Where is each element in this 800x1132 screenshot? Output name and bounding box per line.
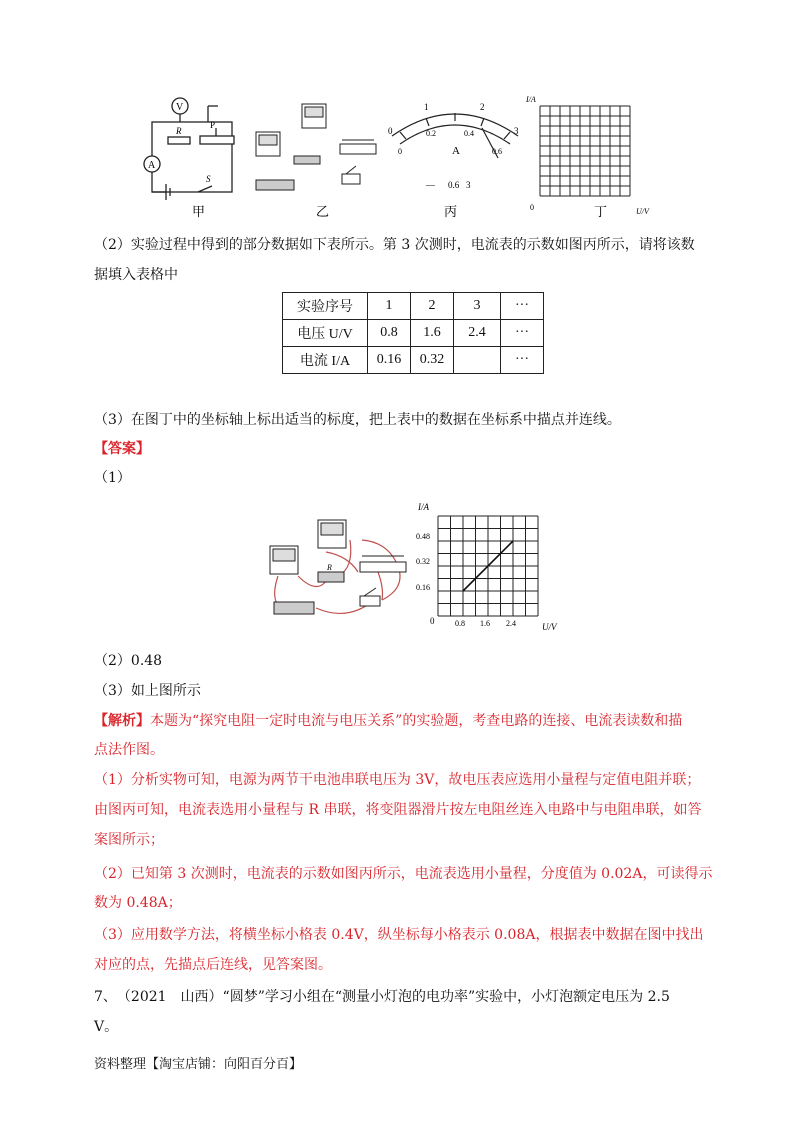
answer-figure xyxy=(258,496,568,636)
table-cell: 0.8 xyxy=(368,320,411,347)
dial-outer-0: 0 xyxy=(388,126,393,136)
dial-outer-3: 3 xyxy=(514,126,519,136)
table-cell: ··· xyxy=(501,293,544,320)
table-cell: ··· xyxy=(501,347,544,374)
table-cell: 0.16 xyxy=(368,347,411,374)
answer-x-axis-label: U/V xyxy=(542,622,557,632)
ammeter-label: A xyxy=(148,160,156,171)
figure-label-bing: 丙 xyxy=(444,204,458,219)
resistor-label: R xyxy=(176,126,182,136)
terminal-minus: — xyxy=(426,180,435,190)
empty-grid xyxy=(540,106,630,196)
terminal-06: 0.6 xyxy=(448,180,460,190)
figure-label-jia: 甲 xyxy=(192,204,206,219)
analysis-3-line1: （3）应用数学方法，将横坐标小格表 0.4V，纵坐标每小格表示 0.08A，根据表中数据在图中找出 xyxy=(94,927,704,943)
grid-x-label: U/V xyxy=(636,207,649,216)
figure-label-yi: 乙 xyxy=(316,204,330,219)
y-tick-016: 0.16 xyxy=(416,583,430,592)
x-tick-08: 0.8 xyxy=(455,619,465,628)
dial-inner-06: 0.6 xyxy=(492,147,502,156)
table-cell: 电压 U/V xyxy=(283,320,368,347)
q2-text-line1: （2）实验过程中得到的部分数据如下表所示。第 3 次测时，电流表的示数如图丙所示，请将该数 xyxy=(94,237,695,253)
table-cell xyxy=(454,347,501,374)
analysis-2-line2: 数为 0.48A； xyxy=(94,895,182,911)
x-tick-16: 1.6 xyxy=(480,619,490,628)
dial-unit: A xyxy=(452,145,460,157)
dial-outer-2: 2 xyxy=(480,102,485,112)
data-table xyxy=(282,292,544,374)
answer-2: （2）0.48 xyxy=(94,653,163,669)
answer-heading: 【答案】 xyxy=(94,441,150,457)
table-cell: 1 xyxy=(368,293,411,320)
analysis-3-line2: 对应的点，先描点后连线，见答案图。 xyxy=(94,957,332,973)
grid-y-label: I/A xyxy=(526,95,536,104)
q7-line2: V。 xyxy=(94,1019,119,1035)
answer-y-axis-label: I/A xyxy=(418,502,429,512)
circuit-diagram-jia xyxy=(152,106,234,200)
analysis-1-line1: （1）分析实物可知，电源为两节干电池串联电压为 3V，故电压表应选用小量程与定值电阻并联； xyxy=(94,772,701,788)
dial-inner-04: 0.4 xyxy=(464,129,474,138)
dial-inner-0: 0 xyxy=(398,147,402,156)
table-row xyxy=(283,293,544,320)
table-cell: 3 xyxy=(454,293,501,320)
answer-origin: 0 xyxy=(430,616,435,626)
answer-1: （1） xyxy=(94,470,131,486)
table-cell: 2 xyxy=(411,293,454,320)
y-tick-048: 0.48 xyxy=(416,532,430,541)
voltmeter-label: V xyxy=(176,102,184,113)
analysis-tag: 【解析】 xyxy=(94,713,150,729)
top-figure xyxy=(130,92,670,222)
figure-label-ding: 丁 xyxy=(594,204,608,219)
q3-text: （3）在图丁中的坐标轴上标出适当的标度，把上表中的数据在坐标系中描点并连线。 xyxy=(94,412,621,428)
table-cell: ··· xyxy=(501,320,544,347)
grid-origin: 0 xyxy=(530,203,534,212)
table-cell: 0.32 xyxy=(411,347,454,374)
analysis-line1 xyxy=(94,710,682,732)
table-cell: 电流 I/A xyxy=(283,347,368,374)
analysis-line2: 点法作图。 xyxy=(94,742,164,758)
analysis-1-line3: 案图所示； xyxy=(94,832,164,848)
y-tick-032: 0.32 xyxy=(416,557,430,566)
resistor-label: R xyxy=(327,563,332,572)
table-cell: 实验序号 xyxy=(283,293,368,320)
answer-3: （3）如上图所示 xyxy=(94,683,201,699)
table-row xyxy=(283,320,544,347)
switch-label: S xyxy=(206,174,211,184)
apparatus xyxy=(270,520,406,614)
q7-line1: 7、 （2021 山西）“圆梦”学习小组在“测量小灯泡的电功率”实验中，小灯泡额定电压为 2.5 xyxy=(94,989,670,1005)
table-row xyxy=(283,347,544,374)
analysis-2-line1: （2）已知第 3 次测时，电流表的示数如图丙所示，电流表选用小量程，分度值为 0.02A，可读得示 xyxy=(94,866,713,882)
x-tick-24: 2.4 xyxy=(506,619,516,628)
table-cell: 2.4 xyxy=(454,320,501,347)
dial-inner-02: 0.2 xyxy=(426,129,436,138)
analysis-1-line2: 由图丙可知，电流表选用小量程与 R 串联，将变阻器滑片按左电阻丝连入电路中与电阻串联，如答 xyxy=(94,802,702,818)
dial-outer-1: 1 xyxy=(424,102,429,112)
terminal-3: 3 xyxy=(466,180,471,190)
analysis-text: 本题为“探究电阻一定时电流与电压关系”的实验题，考查电路的连接、电流表读数和描 xyxy=(150,713,683,729)
q2-text-line2: 据填入表格中 xyxy=(94,267,178,283)
apparatus-yi xyxy=(256,104,376,190)
slider-label: P xyxy=(210,120,216,130)
page-footer: 资料整理【淘宝店铺：向阳百分百】 xyxy=(94,1057,303,1072)
table-cell: 1.6 xyxy=(411,320,454,347)
